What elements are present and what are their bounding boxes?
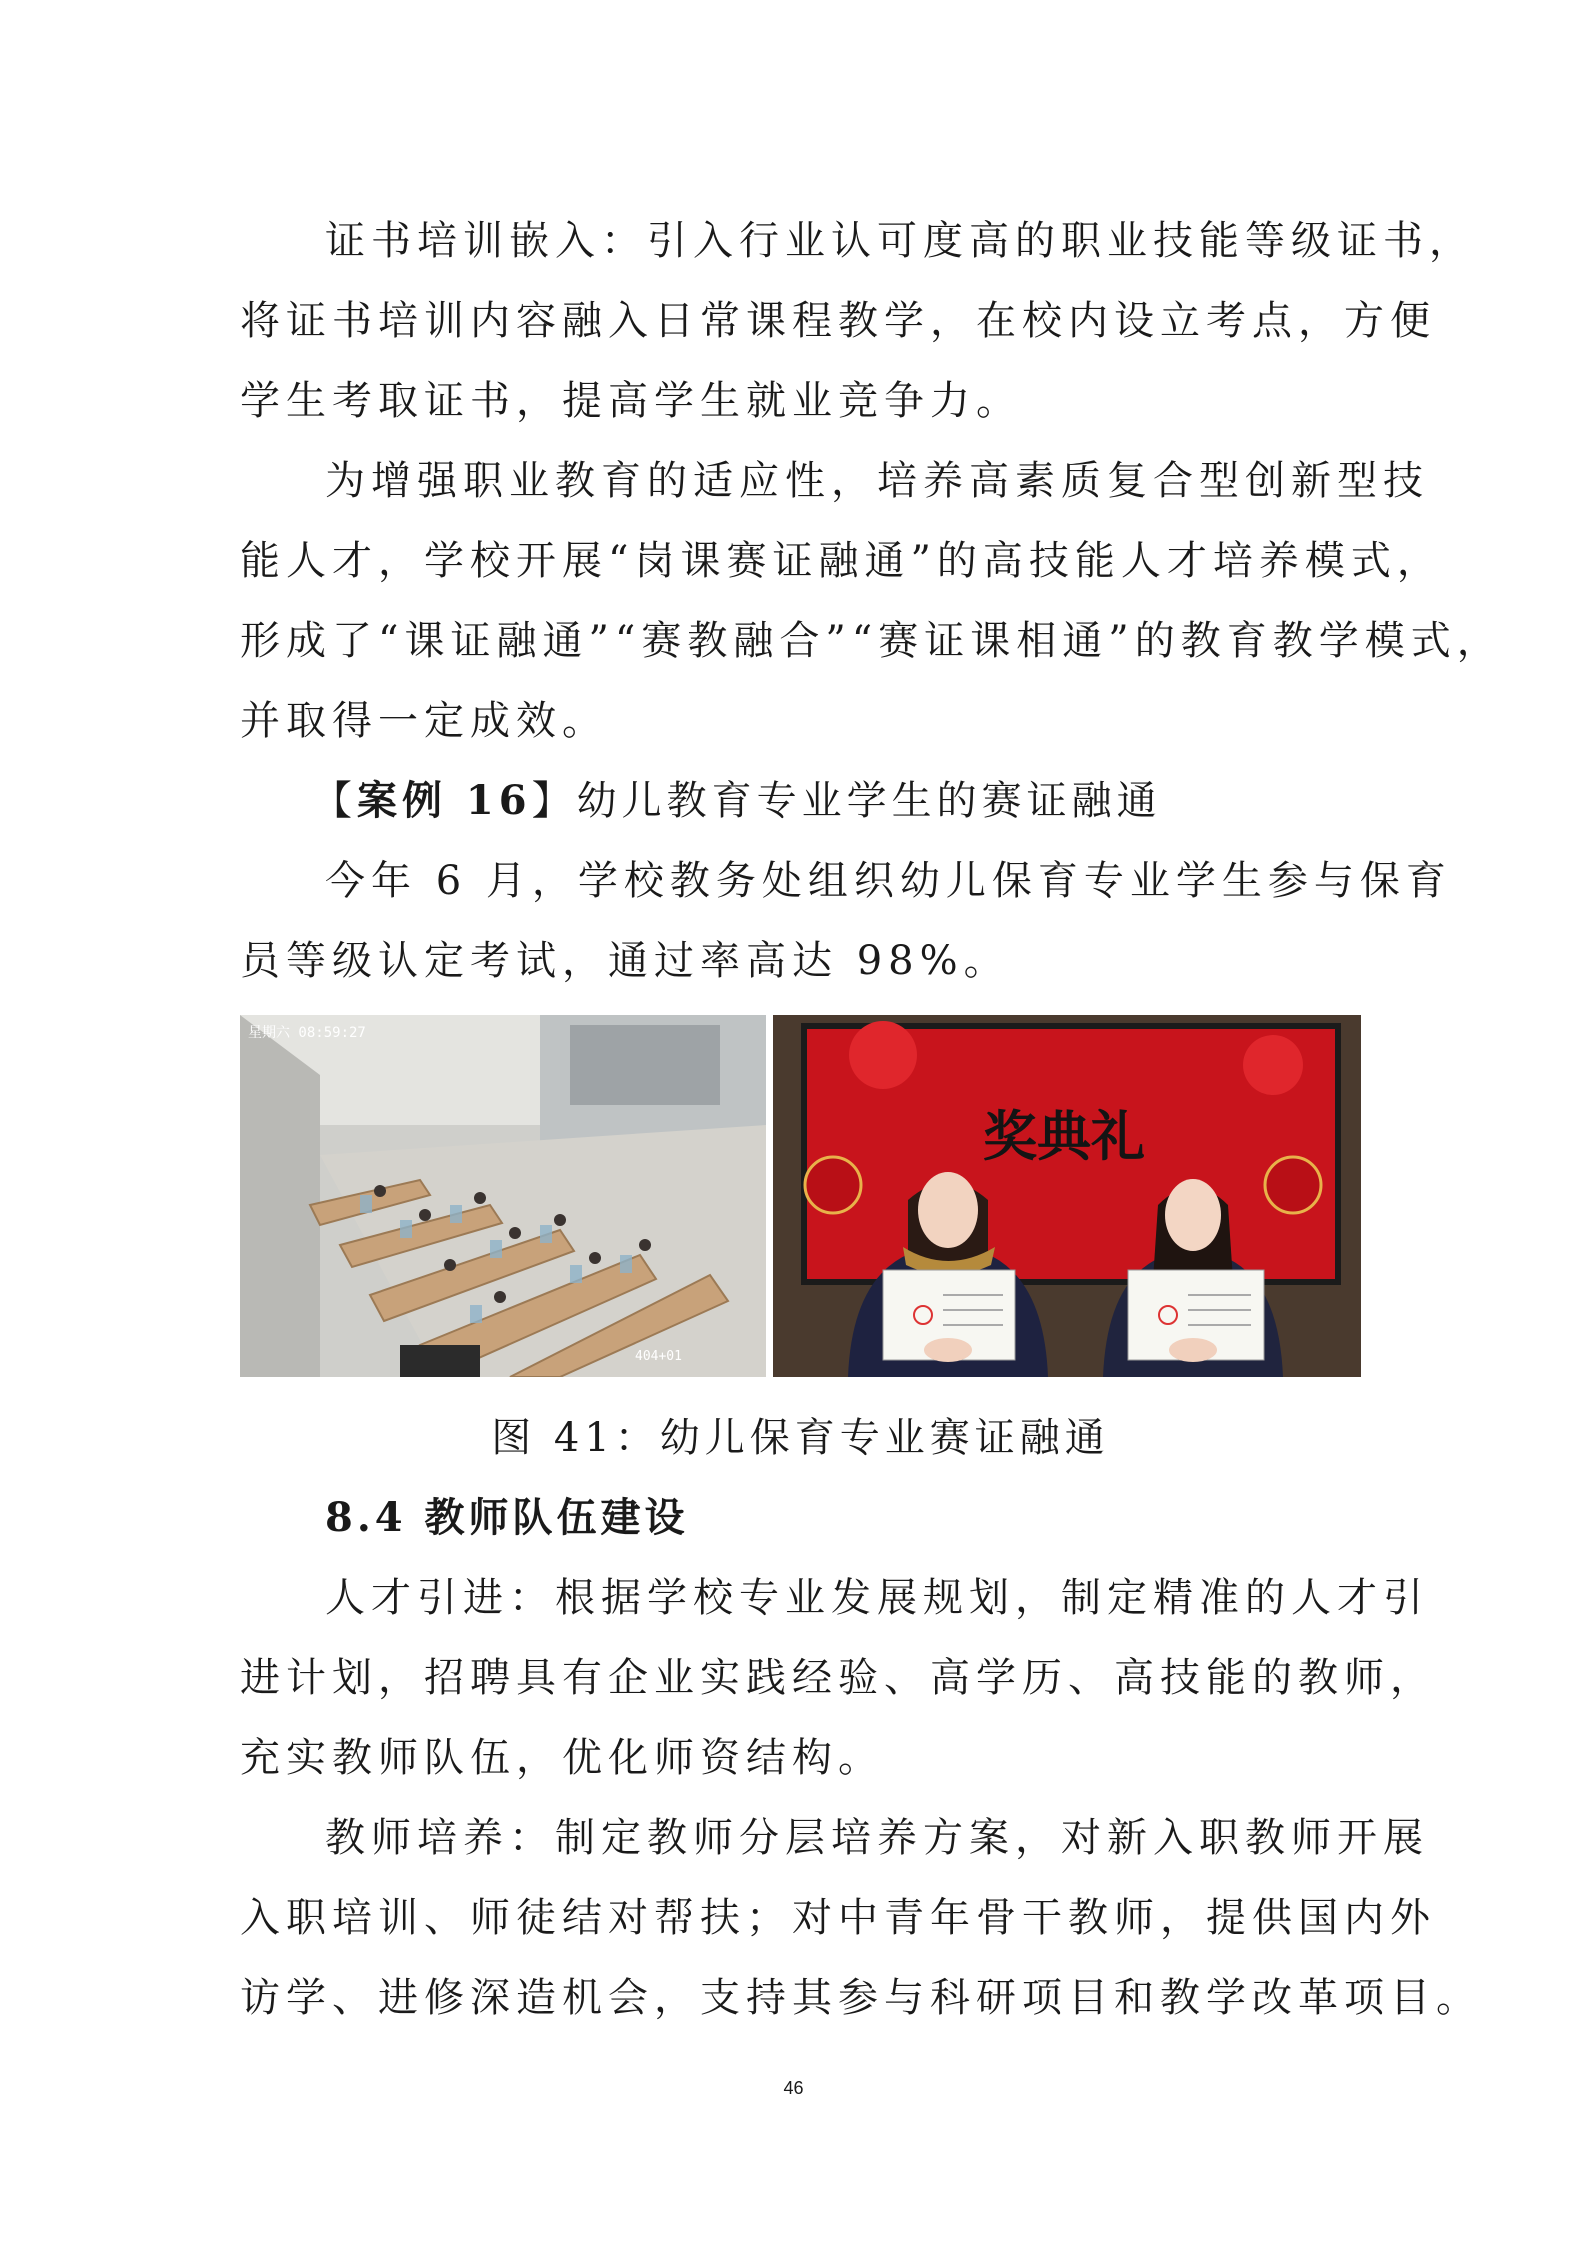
paragraph-line: 入职培训、师徒结对帮扶；对中青年骨干教师，提供国内外 bbox=[240, 1895, 1436, 1941]
cctv-timestamp: 星期六 08:59:27 bbox=[248, 1025, 366, 1041]
case-heading bbox=[312, 761, 1357, 841]
exam-room-photo bbox=[240, 1015, 766, 1377]
certificate-ceremony-photo bbox=[773, 1015, 1361, 1377]
figure-caption: 图 41：幼儿保育专业赛证融通 bbox=[491, 1415, 1110, 1461]
paragraph-line: 并取得一定成效。 bbox=[240, 698, 608, 744]
paragraph-line: 为增强职业教育的适应性，培养高素质复合型创新型技 bbox=[325, 458, 1429, 504]
paragraph-line: 员等级认定考试，通过率高达 98%。 bbox=[240, 938, 1010, 984]
paragraph-line: 学生考取证书，提高学生就业竞争力。 bbox=[240, 378, 1022, 424]
case-title: 幼儿教育专业学生的赛证融通 bbox=[576, 778, 1162, 824]
ceremony-illustration bbox=[773, 1015, 1361, 1377]
section-title: 8.4 教师队伍建设 bbox=[325, 1494, 689, 1541]
paragraph-line: 充实教师队伍，优化师资结构。 bbox=[240, 1735, 884, 1781]
cctv-room-label: 404+01 bbox=[635, 1349, 682, 1364]
case-open-bracket: 【 bbox=[312, 778, 357, 824]
paragraph-line: 能人才，学校开展“岗课赛证融通”的高技能人才培养模式， bbox=[240, 538, 1443, 584]
paragraph-line: 证书培训嵌入：引入行业认可度高的职业技能等级证书， bbox=[325, 218, 1475, 264]
paragraph-line: 访学、进修深造机会，支持其参与科研项目和教学改革项目。 bbox=[240, 1975, 1482, 2021]
exam-room-illustration bbox=[240, 1015, 766, 1377]
page-number: 46 bbox=[783, 2078, 804, 2098]
paragraph-line: 进计划，招聘具有企业实践经验、高学历、高技能的教师， bbox=[240, 1655, 1436, 1701]
ceremony-banner-text: 奖典礼 bbox=[983, 1104, 1145, 1168]
paragraph-line: 人才引进：根据学校专业发展规划，制定精准的人才引 bbox=[325, 1575, 1429, 1621]
paragraph-line: 今年 6 月，学校教务处组织幼儿保育专业学生参与保育 bbox=[325, 858, 1452, 904]
paragraph-line: 教师培养：制定教师分层培养方案，对新入职教师开展 bbox=[325, 1815, 1429, 1861]
case-label: 案例 16 bbox=[357, 777, 532, 824]
case-close-bracket: 】 bbox=[531, 778, 577, 824]
paragraph-line: 形成了“课证融通”“赛教融合”“赛证课相通”的教育教学模式， bbox=[240, 618, 1503, 664]
paragraph-line: 将证书培训内容融入日常课程教学，在校内设立考点，方便 bbox=[240, 298, 1436, 344]
